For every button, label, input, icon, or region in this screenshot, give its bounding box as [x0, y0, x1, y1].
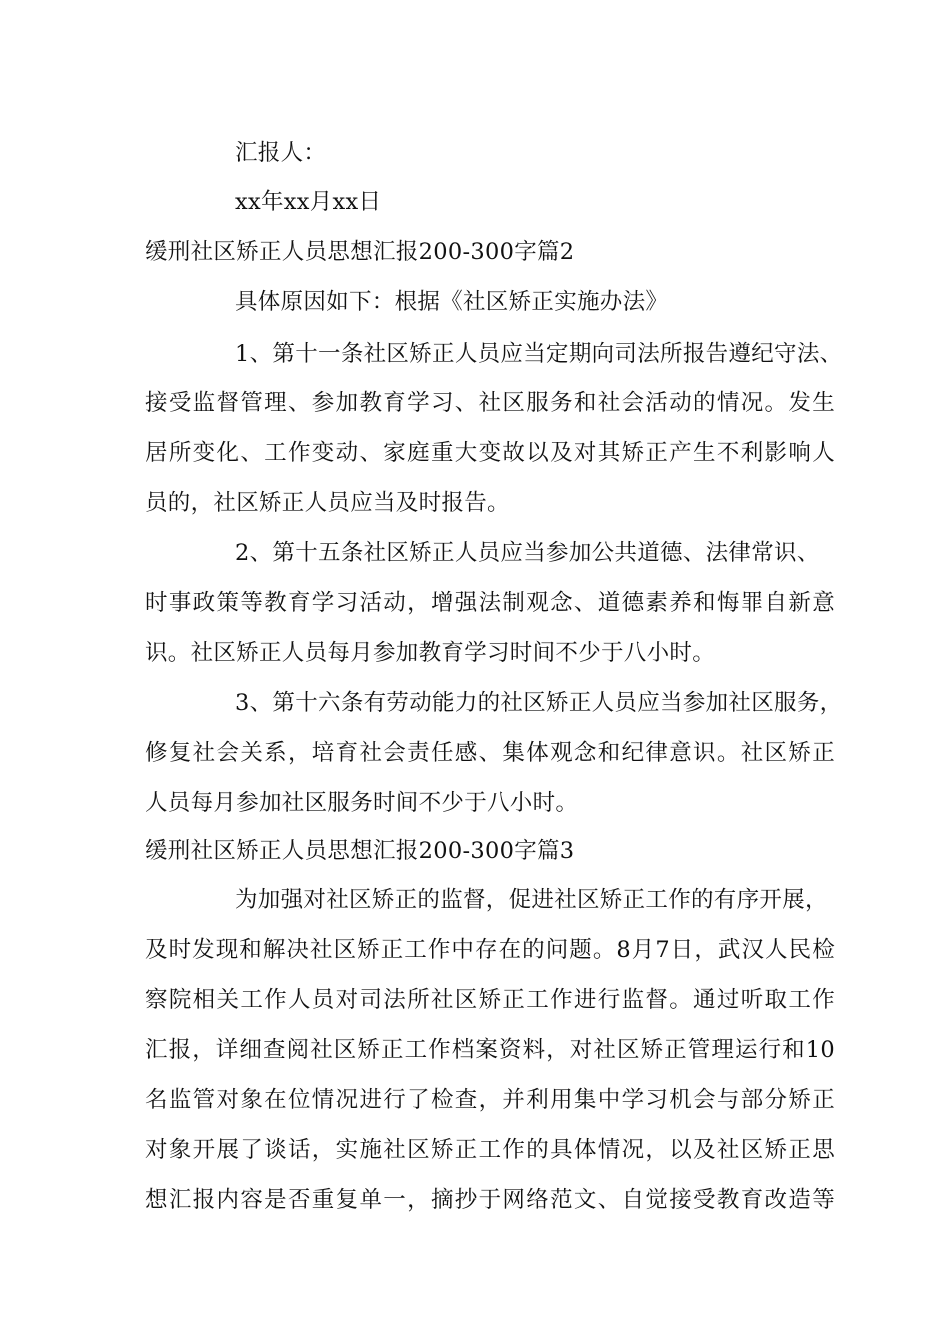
section-heading-3: 缓刑社区矫正人员思想汇报200-300字篇3 — [145, 838, 575, 864]
paragraph-line: 时事政策等教育学习活动，增强法制观念、道德素养和悔罪自新意 — [145, 590, 835, 616]
paragraph-line: 汇报，详细查阅社区矫正工作档案资料，对社区矫正管理运行和10 — [145, 1037, 835, 1063]
paragraph-line: 名监管对象在位情况进行了检查，并利用集中学习机会与部分矫正 — [145, 1087, 835, 1113]
paragraph-line: 察院相关工作人员对司法所社区矫正工作进行监督。通过听取工作 — [145, 987, 835, 1013]
paragraph-line: 接受监督管理、参加教育学习、社区服务和社会活动的情况。发生 — [145, 390, 835, 416]
paragraph-line: 为加强对社区矫正的监督，促进社区矫正工作的有序开展， — [235, 887, 828, 913]
report-date: xx年xx月xx日 — [235, 189, 382, 215]
paragraph-line: 想汇报内容是否重复单一，摘抄于网络范文、自觉接受教育改造等 — [145, 1187, 835, 1213]
paragraph-line: 3、第十六条有劳动能力的社区矫正人员应当参加社区服务， — [235, 690, 843, 716]
paragraph-line: 具体原因如下：根据《社区矫正实施办法》 — [235, 289, 669, 315]
paragraph-line: 人员每月参加社区服务时间不少于八小时。 — [145, 790, 579, 816]
paragraph-line: 1、第十一条社区矫正人员应当定期向司法所报告遵纪守法、 — [235, 341, 843, 367]
section-heading-2: 缓刑社区矫正人员思想汇报200-300字篇2 — [145, 239, 575, 265]
reporter-label: 汇报人： — [235, 140, 327, 166]
paragraph-line: 识。社区矫正人员每月参加教育学习时间不少于八小时。 — [145, 640, 716, 666]
paragraph-line: 居所变化、工作变动、家庭重大变故以及对其矫正产生不利影响人 — [145, 440, 835, 466]
paragraph-line: 修复社会关系，培育社会责任感、集体观念和纪律意识。社区矫正 — [145, 740, 835, 766]
paragraph-line: 员的，社区矫正人员应当及时报告。 — [145, 490, 510, 516]
paragraph-line: 及时发现和解决社区矫正工作中存在的问题。8月7日，武汉人民检 — [145, 937, 835, 963]
paragraph-line: 对象开展了谈话，实施社区矫正工作的具体情况，以及社区矫正思 — [145, 1137, 835, 1163]
paragraph-line: 2、第十五条社区矫正人员应当参加公共道德、法律常识、 — [235, 540, 820, 566]
